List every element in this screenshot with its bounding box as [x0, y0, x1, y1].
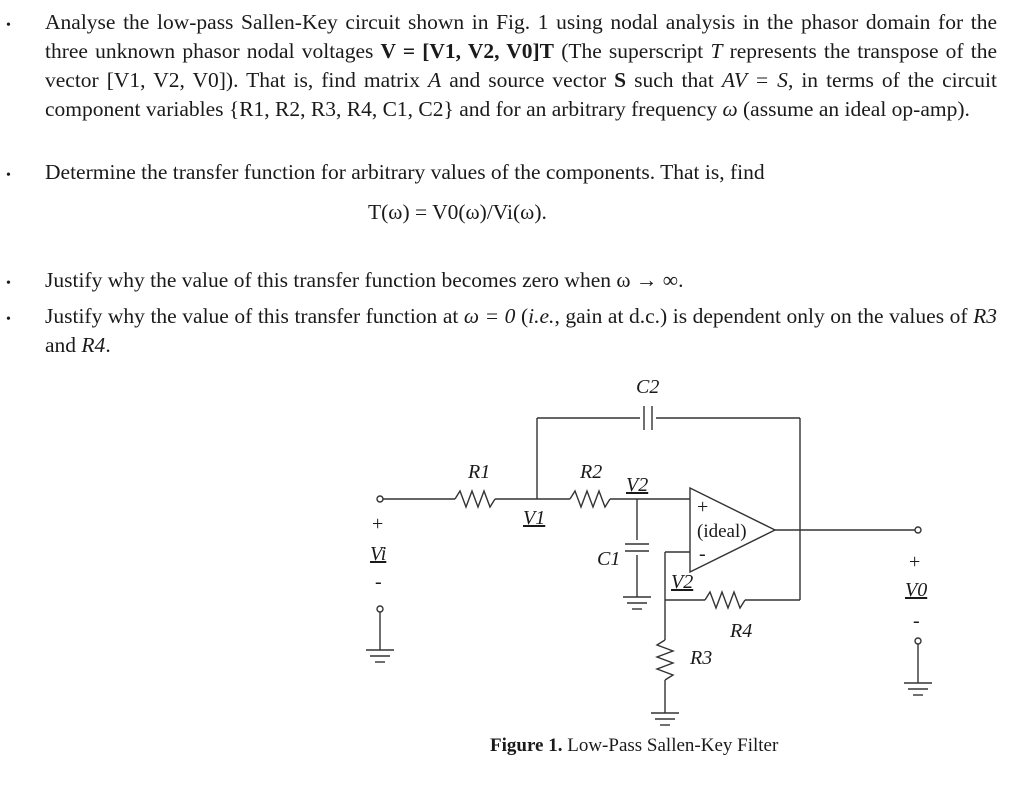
ground-symbol-r3 — [651, 713, 679, 725]
p1-text-a: Analyse the low-pass Sallen-Key circuit shown in Fig. 1 using nodal analysis in the phasor domain for the three unknown phasor nodal voltages — [45, 10, 997, 63]
p4-text-c: , gain at d.c.) is dependent only on the values of — [554, 304, 974, 328]
ground-symbol-c1 — [623, 597, 651, 609]
label-v1: V1 — [523, 507, 546, 529]
p1-text-g: , in terms of the circuit component variables — [45, 68, 997, 121]
p4-text-a: Justify why the value of this transfer function at — [45, 304, 464, 328]
output-terminal-top — [915, 527, 921, 533]
label-r3: R3 — [690, 647, 713, 669]
label-v0-plus: + — [909, 551, 921, 573]
bullet-2-marker: • — [6, 168, 11, 183]
label-c1: C1 — [597, 548, 621, 570]
p1-text-f: such that — [626, 68, 722, 92]
resistor-r3 — [657, 640, 673, 680]
caption-label: Figure 1. — [490, 735, 563, 756]
p4-r3: R3 — [973, 304, 997, 328]
p1-vector-inline: [V1, V2, V0] — [106, 68, 226, 92]
p1-omega: ω — [722, 97, 738, 121]
p1-text-h: and for an arbitrary frequency — [453, 97, 723, 121]
transfer-function-equation: T(ω) = V0(ω)/Vi(ω). — [368, 200, 547, 224]
p1-component-set: {R1, R2, R3, R4, C1, C2} — [228, 97, 454, 121]
label-v0-minus: - — [913, 610, 920, 632]
p1-text-c: represents the transpose of the vector — [45, 39, 998, 92]
p4-text-d: and — [45, 333, 82, 357]
p4-text-b: ( — [515, 304, 529, 328]
label-r1: R1 — [468, 461, 491, 483]
paragraph-2: Determine the transfer function for arbitrary values of the components. That is, find — [45, 160, 765, 184]
p1-matrix-a: A — [428, 68, 442, 92]
p1-text-d: ). That is, find matrix — [225, 68, 429, 92]
resistor-r4 — [705, 592, 745, 608]
p4-ie: i.e. — [528, 304, 555, 328]
label-v2-top: V2 — [626, 474, 649, 496]
ground-symbol-input — [366, 650, 394, 662]
p1-v-vector: V = [V1, V2, V0]T — [380, 39, 555, 63]
resistor-r1 — [455, 491, 495, 507]
label-c2: C2 — [636, 376, 660, 398]
output-terminal-bottom — [915, 638, 921, 644]
label-opamp-minus: - — [699, 543, 706, 565]
bullet-4-marker: • — [6, 312, 11, 327]
caption-text: Low-Pass Sallen-Key Filter — [562, 735, 779, 756]
bullet-1-marker: • — [6, 18, 11, 33]
bullet-3-marker: • — [6, 276, 11, 291]
label-r2: R2 — [580, 461, 603, 483]
label-ideal: (ideal) — [697, 521, 747, 542]
p4-omega-zero: ω = 0 — [463, 304, 516, 328]
label-r4: R4 — [730, 620, 753, 642]
label-v0: V0 — [905, 579, 928, 601]
paragraph-3: Justify why the value of this transfer function becomes zero when ω → ∞. — [45, 268, 684, 292]
p1-text-i: (assume an ideal op-amp). — [737, 97, 970, 121]
label-vi-plus: + — [372, 513, 384, 535]
p4-r4: R4 — [81, 333, 106, 357]
input-terminal-top — [377, 496, 383, 502]
input-terminal-bottom — [377, 606, 383, 612]
p1-t: T — [710, 39, 723, 63]
label-opamp-plus: + — [697, 496, 709, 518]
wires — [366, 406, 932, 725]
label-vi: Vi — [370, 543, 387, 565]
resistor-r2 — [570, 491, 610, 507]
p1-text-e: and source vector — [441, 68, 615, 92]
p1-equation: AV = S — [721, 68, 788, 92]
p1-vector-s: S — [614, 68, 627, 92]
label-vi-minus: - — [375, 571, 382, 593]
p4-text-e: . — [105, 333, 111, 357]
figure-caption — [490, 735, 778, 757]
label-v2-bottom: V2 — [671, 571, 694, 593]
p1-text-b: (The superscript — [554, 39, 711, 63]
ground-symbol-output — [904, 683, 932, 695]
